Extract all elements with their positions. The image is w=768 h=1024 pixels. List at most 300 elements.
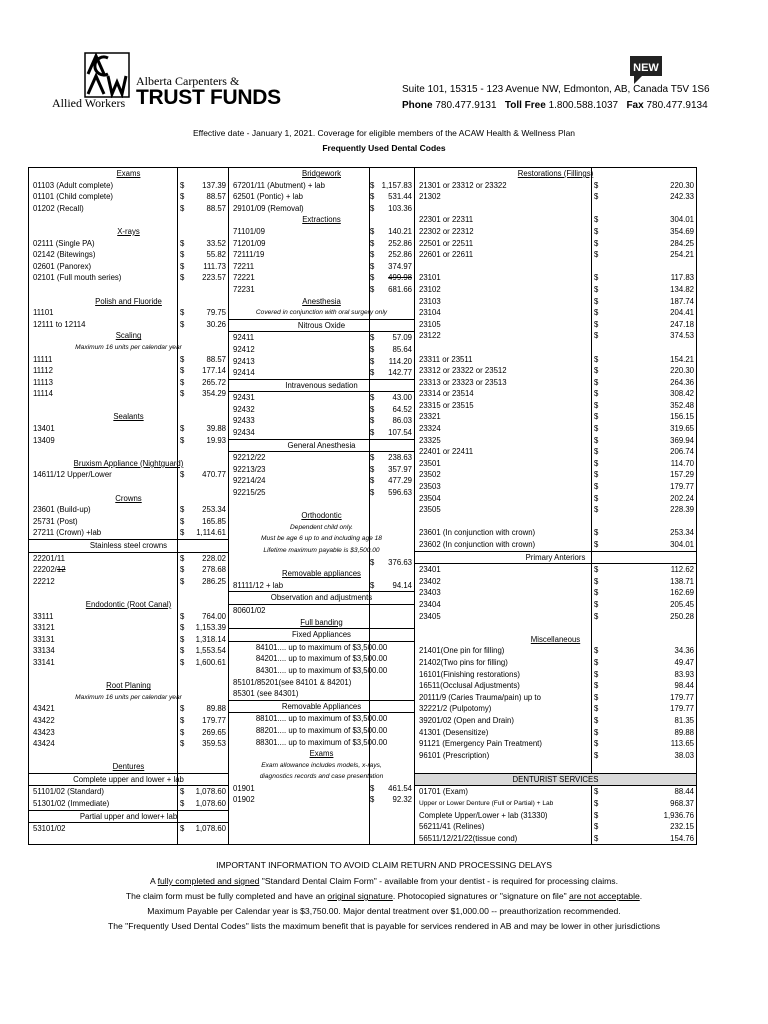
row [415, 810, 696, 822]
code-label: 92434 [233, 428, 255, 438]
amount: 269.65 [202, 727, 226, 737]
row [415, 493, 696, 505]
code-label: 41301 (Desensitize) [419, 727, 489, 737]
row [229, 510, 414, 522]
row [415, 261, 696, 273]
amount: 111.73 [203, 261, 226, 271]
dollar-sign: $ [180, 646, 185, 656]
amount: 165.85 [202, 516, 226, 526]
code-label: 23402 [419, 576, 441, 586]
centered-text: 84101.... up to maximum of $3,500.00 [255, 642, 388, 652]
dollar-sign: $ [180, 565, 185, 575]
dollar-sign: $ [370, 273, 375, 283]
code-label: 23122 [419, 331, 441, 341]
org-name-trust-funds: TRUST FUNDS [136, 86, 281, 109]
section-heading: Scaling [115, 331, 142, 341]
code-label: 23325 [419, 435, 441, 445]
column-right [415, 168, 697, 845]
dollar-sign: $ [370, 453, 375, 463]
dollar-sign: $ [370, 333, 375, 343]
row [29, 798, 228, 810]
row [29, 773, 228, 787]
row [415, 798, 696, 810]
amount: 232.15 [670, 822, 694, 832]
row [229, 760, 414, 772]
code-label: 20111/9 (Caries Trauma/pain) up to [419, 692, 541, 702]
amount: 157.29 [670, 470, 694, 480]
dollar-sign: $ [594, 319, 599, 329]
amount: 98.44 [674, 681, 694, 691]
row [29, 645, 228, 657]
dollar-sign: $ [594, 799, 599, 809]
dollar-sign: $ [180, 516, 185, 526]
row [29, 611, 228, 623]
dollar-sign: $ [180, 308, 185, 318]
row [415, 191, 696, 203]
code-label: 23315 or 23515 [419, 400, 474, 410]
row [229, 180, 414, 192]
amount: 156.15 [670, 412, 694, 422]
code-label: 01902 [233, 795, 255, 805]
code-label: 01103 (Adult complete) [33, 180, 114, 190]
code-label: 92431 [233, 393, 255, 403]
dollar-sign: $ [594, 715, 599, 725]
row [229, 580, 414, 592]
row [415, 284, 696, 296]
code-label: 92411 [233, 333, 255, 343]
dollar-sign: $ [594, 822, 599, 832]
code-label: 23501 [419, 458, 441, 468]
code-label: 22201/11 [33, 553, 65, 563]
row [229, 677, 414, 689]
amount: 81.35 [674, 715, 694, 725]
notes-line-2b: "Standard Dental Claim Form" - available from your dentist - is required for processing claims. [259, 876, 618, 886]
code-label: 72221 [233, 273, 255, 283]
phone-label: Phone [402, 100, 433, 111]
row [229, 794, 414, 806]
code-label: 23405 [419, 611, 441, 621]
amount: 319.65 [670, 424, 694, 434]
note-text: Lifetime maximum payable is $3,500.00 [263, 547, 380, 554]
row [415, 272, 696, 284]
row [415, 446, 696, 458]
dollar-sign: $ [594, 692, 599, 702]
dollar-sign: $ [370, 344, 375, 354]
subheading: Intravenous sedation [285, 380, 358, 390]
amount: 238.63 [388, 453, 412, 463]
row [229, 307, 414, 319]
row [229, 404, 414, 416]
row [415, 599, 696, 611]
amount: 357.97 [388, 464, 412, 474]
subheading: Observation and adjustments [270, 593, 373, 603]
row [415, 342, 696, 354]
row [229, 568, 414, 580]
dollar-sign: $ [180, 553, 185, 563]
section-heading: Bridgework [302, 169, 341, 178]
row [29, 692, 228, 704]
amount: 89.88 [206, 704, 226, 714]
code-label: 12111 to 12114 [33, 319, 86, 329]
dollar-sign: $ [594, 482, 599, 492]
code-label: 23502 [419, 470, 441, 480]
row [415, 388, 696, 400]
dollar-sign: $ [594, 681, 599, 691]
code-label: Upper or Lower Denture (Full or Partial) + Lab [419, 800, 554, 808]
new-badge-icon [628, 54, 664, 86]
amount: 204.41 [670, 308, 694, 318]
dollar-sign: $ [594, 611, 599, 621]
row [415, 634, 696, 646]
dollar-sign: $ [180, 824, 185, 834]
row [415, 365, 696, 377]
subheading: Partial upper and lower+ lab [79, 811, 178, 821]
dollar-sign: $ [180, 273, 185, 283]
code-label: 11111 [33, 354, 53, 364]
code-label: 23503 [419, 482, 441, 492]
amount: 1,157.83 [381, 180, 412, 190]
dollar-sign: $ [594, 528, 599, 538]
address: Suite 101, 15315 - 123 Avenue NW, Edmonton, AB, Canada T5V 1S6 [402, 84, 710, 95]
code-label: 22212 [33, 576, 55, 586]
row [29, 823, 228, 835]
dollar-sign: $ [594, 192, 599, 202]
tollfree-number: 1.800.588.1037 [548, 100, 619, 111]
amount: 89.88 [674, 727, 694, 737]
row [229, 642, 414, 654]
amount: 531.44 [388, 192, 412, 202]
row [415, 481, 696, 493]
code-label: 72231 [233, 284, 255, 294]
row [229, 284, 414, 296]
row [29, 750, 228, 762]
note-text: Dependent child only. [290, 523, 353, 531]
dollar-sign: $ [180, 704, 185, 714]
row [29, 307, 228, 319]
row [29, 330, 228, 342]
dollar-sign: $ [594, 739, 599, 749]
row [29, 657, 228, 669]
row [29, 446, 228, 458]
tollfree-label: Toll Free [504, 100, 546, 111]
row [415, 458, 696, 470]
amount: 252.86 [388, 238, 412, 248]
amount: 179.77 [670, 704, 694, 714]
code-label: 29101/09 (Removal) [233, 203, 304, 213]
section-heading: Exams [116, 169, 141, 178]
dollar-sign: $ [370, 428, 375, 438]
amount: 1,600.61 [195, 657, 226, 667]
row [415, 833, 696, 845]
row [229, 367, 414, 379]
row [29, 191, 228, 203]
code-label: 11101 [33, 308, 54, 318]
row [29, 539, 228, 553]
code-label: 85101/85201(see 84101 & 84201) [233, 677, 352, 687]
dollar-sign: $ [180, 715, 185, 725]
amount: 308.42 [670, 389, 694, 399]
row [29, 469, 228, 481]
notes-line-5: The "Frequently Used Dental Codes" lists the maximum benefit that is payable for services rendered in AB and may be lower in other jurisdictions [107, 921, 661, 931]
subheading: Primary Anteriors [525, 552, 586, 562]
row [29, 669, 228, 681]
dollar-sign: $ [180, 180, 185, 190]
code-label: 23105 [419, 319, 441, 329]
row [229, 475, 414, 487]
dollar-sign: $ [180, 787, 185, 797]
row [229, 168, 414, 180]
column-left [29, 168, 229, 845]
code-label: 33121 [33, 623, 55, 633]
amount: 154.76 [670, 833, 694, 843]
dollar-sign: $ [594, 727, 599, 737]
row [229, 591, 414, 605]
amount: 55.82 [206, 250, 226, 260]
code-label: 02101 (Full mouth series) [33, 273, 122, 283]
amount: 253.34 [670, 528, 694, 538]
row [29, 599, 228, 611]
amount: 247.18 [670, 319, 694, 329]
row [29, 680, 228, 692]
section-heading: Restorations (Fillings) [517, 169, 594, 178]
dollar-sign: $ [594, 308, 599, 318]
dollar-sign: $ [594, 810, 599, 820]
amount: 19.93 [206, 435, 226, 445]
dollar-sign: $ [180, 623, 185, 633]
row [229, 214, 414, 226]
amount: 202.24 [670, 493, 694, 503]
amount: 286.25 [202, 576, 226, 586]
dollar-sign: $ [180, 799, 185, 809]
dollar-sign: $ [370, 284, 375, 294]
row [229, 379, 414, 393]
amount: 33.52 [206, 238, 226, 248]
row [229, 545, 414, 557]
amount: 1,318.14 [195, 634, 226, 644]
note-text: Exam allowance includes models, x-rays, [261, 761, 382, 769]
dollar-sign: $ [594, 787, 599, 797]
amount: 764.00 [202, 611, 226, 621]
code-label: 92213/23 [233, 464, 266, 474]
amount: 179.77 [202, 715, 226, 725]
dollar-sign: $ [594, 331, 599, 341]
subheading: Complete upper and lower + lab [73, 774, 184, 784]
row [415, 773, 696, 787]
note-text: Must be age 6 up to and including age 18 [261, 535, 382, 543]
code-label: 23404 [419, 599, 441, 609]
row [229, 272, 414, 284]
row [29, 564, 228, 576]
row [415, 400, 696, 412]
amount: 223.57 [202, 273, 226, 283]
code-label: 16511(Occlusal Adjustments) [419, 681, 520, 691]
code-label: 21401(One pin for filling) [419, 646, 505, 656]
centered-text: 84201.... up to maximum of $3,500.00 [255, 654, 388, 664]
row [229, 439, 414, 453]
code-label: 53101/02 [33, 824, 66, 834]
row [229, 653, 414, 665]
dollar-sign: $ [370, 393, 375, 403]
dollar-sign: $ [594, 565, 599, 575]
code-label: 23102 [419, 284, 441, 294]
code-label: 43422 [33, 715, 55, 725]
row [415, 516, 696, 528]
row [229, 356, 414, 368]
row [29, 458, 228, 470]
amount: 34.36 [674, 646, 694, 656]
centered-text: Exams [309, 749, 334, 759]
code-label: 23504 [419, 493, 441, 503]
row [29, 272, 228, 284]
code-label: 33134 [33, 646, 55, 656]
notes-line-3 [0, 891, 768, 901]
dollar-sign: $ [180, 250, 185, 260]
row [29, 284, 228, 296]
row [29, 786, 228, 798]
amount: 220.30 [670, 180, 694, 190]
row [229, 464, 414, 476]
code-label: Complete Upper/Lower + lab (31330) [419, 810, 548, 820]
row [415, 715, 696, 727]
row [415, 423, 696, 435]
row [229, 499, 414, 511]
dollar-sign: $ [594, 833, 599, 843]
row [229, 319, 414, 333]
row [415, 411, 696, 423]
amount: 228.39 [670, 505, 694, 515]
row [415, 692, 696, 704]
row [229, 725, 414, 737]
amount: 374.97 [388, 261, 412, 271]
amount: 38.03 [674, 750, 694, 760]
dollar-sign: $ [180, 470, 185, 480]
row [29, 400, 228, 412]
row [229, 452, 414, 464]
row [229, 748, 414, 760]
amount: 242.33 [670, 192, 694, 202]
amount: 92.32 [392, 795, 412, 805]
notes-line-4: Maximum Payable per Calendar year is $3,750.00. Major dental treatment over $1,000.00 -- preauthorization recommended. [147, 906, 621, 916]
dollar-sign: $ [180, 389, 185, 399]
contact-line [402, 100, 708, 111]
notes-line-3-underlined-2: are not acceptable [569, 891, 640, 901]
row [29, 587, 228, 599]
dollar-sign: $ [370, 476, 375, 486]
amount: 252.86 [388, 250, 412, 260]
dollar-sign: $ [594, 215, 599, 225]
row [29, 249, 228, 261]
amount: 250.28 [670, 611, 694, 621]
doc-title: Frequently Used Dental Codes [322, 143, 446, 153]
row [415, 504, 696, 516]
row [229, 617, 414, 629]
subheading: Stainless steel crowns [89, 541, 168, 550]
amount: 304.01 [670, 540, 694, 549]
row [229, 688, 414, 700]
dental-codes-table [28, 167, 697, 845]
row [29, 703, 228, 715]
row [29, 715, 228, 727]
amount: 354.29 [202, 389, 226, 399]
row [29, 727, 228, 739]
code-label: 27211 (Crown) +lab [33, 528, 102, 538]
notes-line-3a: The claim form must be fully completed and have an [125, 891, 328, 901]
amount: 112.62 [670, 565, 694, 575]
note-text: Maximum 16 units per calendar year [75, 343, 182, 351]
row [415, 527, 696, 539]
row [415, 469, 696, 481]
row [29, 527, 228, 539]
amount: 64.52 [392, 404, 412, 414]
dollar-sign: $ [594, 750, 599, 760]
dollar-sign: $ [180, 576, 185, 586]
dollar-sign: $ [594, 366, 599, 376]
amount: 187.74 [670, 296, 694, 306]
dollar-sign: $ [594, 389, 599, 399]
amount: 43.00 [392, 393, 412, 403]
row [29, 493, 228, 505]
dollar-sign: $ [594, 458, 599, 468]
amount: 162.69 [670, 588, 694, 598]
code-label: 22401 or 22411 [419, 447, 474, 457]
dollar-sign: $ [594, 669, 599, 679]
subheading: Nitrous Oxide [297, 320, 346, 330]
dollar-sign: $ [180, 727, 185, 737]
row [29, 435, 228, 447]
code-label: 39201/02 (Open and Drain) [419, 715, 514, 725]
code-label: 16101(Finishing restorations) [419, 669, 520, 679]
row [415, 611, 696, 623]
code-label: 25731 (Post) [33, 516, 78, 526]
row [29, 238, 228, 250]
row [415, 319, 696, 331]
row [29, 226, 228, 238]
row [415, 539, 696, 551]
dollar-sign: $ [370, 192, 375, 202]
amount: 359.53 [202, 739, 226, 749]
amount: 278.68 [202, 565, 226, 575]
dollar-sign: $ [594, 273, 599, 283]
dollar-sign: $ [370, 356, 375, 366]
row [29, 319, 228, 331]
amount: 140.21 [388, 226, 412, 236]
section-heading: Miscellaneous [530, 634, 581, 644]
row [415, 645, 696, 657]
dollar-sign: $ [594, 588, 599, 598]
row [229, 487, 414, 499]
dollar-sign: $ [370, 464, 375, 474]
dollar-sign: $ [594, 250, 599, 260]
dollar-sign: $ [594, 447, 599, 457]
row [29, 296, 228, 308]
row [229, 665, 414, 677]
dollar-sign: $ [594, 354, 599, 364]
amount: 117.83 [670, 273, 694, 283]
dollar-sign: $ [370, 368, 375, 378]
code-label: 43424 [33, 739, 55, 749]
dollar-sign: $ [180, 192, 185, 202]
row [229, 203, 414, 215]
row [29, 180, 228, 192]
row [229, 392, 414, 404]
row [29, 553, 228, 565]
amount: 264.36 [670, 377, 694, 387]
dollar-sign: $ [594, 284, 599, 294]
amount: 376.63 [388, 557, 412, 567]
row [415, 622, 696, 634]
amount: 284.25 [670, 238, 694, 248]
amount: 1,936.76 [663, 810, 694, 820]
